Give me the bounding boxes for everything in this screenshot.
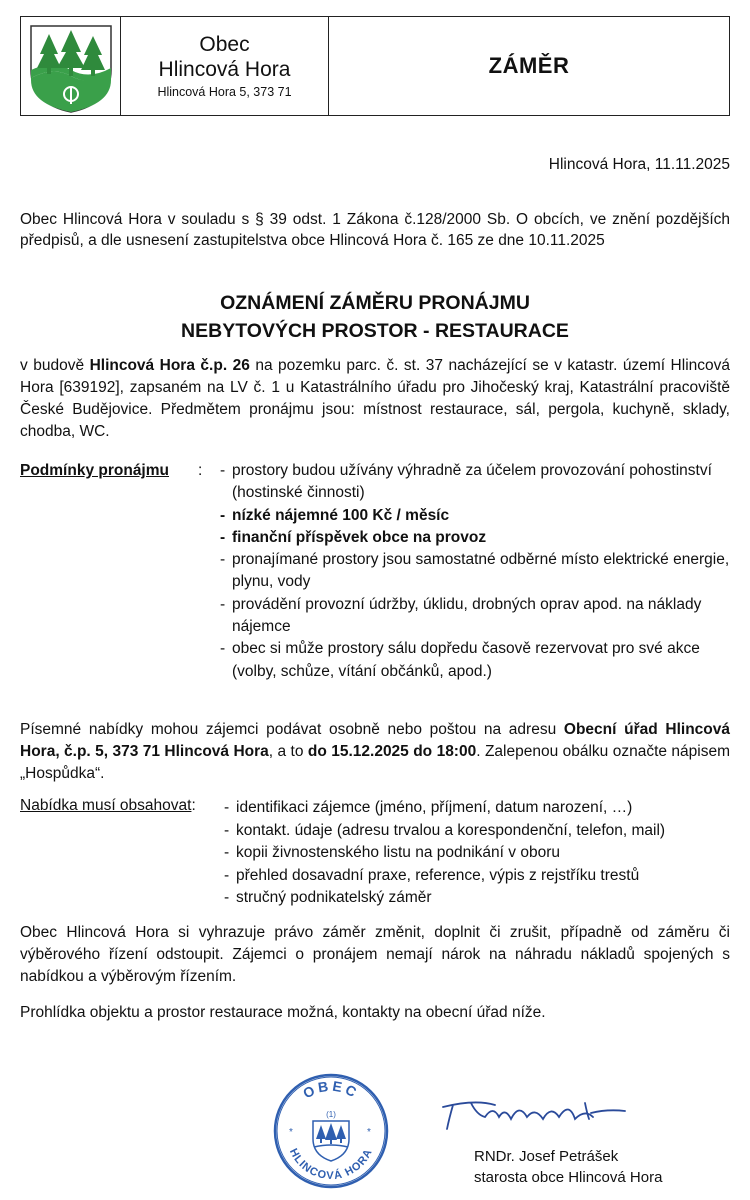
announcement-heading xyxy=(20,289,730,345)
list-item: - nízké nájemné 100 Kč / měsíc xyxy=(220,506,450,524)
svg-text:*: * xyxy=(289,1127,293,1138)
list-item: - provádění provozní údržby, úklidu, drobných oprav apod. na náklady nájemce xyxy=(220,595,702,636)
municipality-cell xyxy=(121,17,329,115)
seal-top-text: OBEC xyxy=(300,1077,362,1102)
document-date: Hlincová Hora, 11.11.2025 xyxy=(548,156,730,173)
list-item: - prostory budou užívány výhradně za účelem provozování pohostinství (hostinské činnosti) xyxy=(220,462,712,502)
heading-line1: OZNÁMENÍ ZÁMĚRU PRONÁJMU xyxy=(220,292,530,314)
para1-prefix: v budově xyxy=(20,357,90,374)
heading-line2: NEBYTOVÝCH PROSTOR - RESTAURACE xyxy=(181,320,569,342)
list-item: - kontakt. údaje (adresu trvalou a korespondenční, telefon, mail) xyxy=(224,821,666,839)
list-item: - stručný podnikatelský záměr xyxy=(224,889,432,906)
coat-of-arms-icon xyxy=(23,18,119,114)
list-item: - finanční příspěvek obce na provoz xyxy=(220,528,487,546)
doc-type-cell xyxy=(329,17,729,115)
seal-number: (1) xyxy=(326,1110,336,1119)
para1-rest: na pozemku parc. č. st. 37 nacházející se v katastr. území Hlincová Hora [639192], zapsaném na LV č. 1 u Katastrálního úřadu pro Jihočeský kraj, Katastrální pracoviště České Budějovice. Předmětem pronájmu jsou: místnost restaurace, sál, pergola, kuchyně, sklady, chodba, WC. xyxy=(20,357,730,440)
intro-paragraph: Obec Hlincová Hora v souladu s § 39 odst. 1 Zákona č.128/2000 Sb. O obcích, ve znění pozdějších předpisů, a dle usnesení zastupitelstva obce Hlincová Hora č. 165 ze dne 10.11.2025 xyxy=(20,211,730,249)
signatory-name: RNDr. Josef Petrášek xyxy=(474,1148,619,1165)
offer-label: Nabídka musí obsahovat: xyxy=(20,797,196,814)
list-item: - pronajímané prostory jsou samostatné odběrné místo elektrické energie, plynu, vody xyxy=(220,551,730,591)
submission-deadline: do 15.12.2025 do 18:00 xyxy=(307,743,477,760)
list-item: - kopii živnostenského listu na podnikání v oboru xyxy=(224,844,560,861)
building-paragraph xyxy=(20,355,730,443)
reservation-paragraph: Obec Hlincová Hora si vyhrazuje právo záměr změnit, doplnit či zrušit, případně od záměru či výběrového řízení odstoupit. Zájemci o pronájem nemají nárok na náhradu nákladů spojených s nabídkou a výběrovým řízením. xyxy=(20,924,730,985)
viewing-paragraph: Prohlídka objektu a prostor restaurace možná, kontakty na obecní úřad níže. xyxy=(20,1004,546,1021)
doc-type-title: ZÁMĚR xyxy=(488,53,570,78)
conditions-label: Podmínky pronájmu xyxy=(20,462,169,479)
signatory xyxy=(474,1146,662,1188)
conditions-colon: : xyxy=(198,462,203,479)
list-item: - identifikaci zájemce (jméno, příjmení, datum narození, …) xyxy=(224,799,633,816)
coat-of-arms-cell xyxy=(21,17,121,115)
offer-requirements-list xyxy=(224,797,730,910)
municipality-name-line1: Obec xyxy=(199,33,250,56)
letterhead xyxy=(20,16,730,116)
signatory-role: starosta obce Hlincová Hora xyxy=(474,1169,663,1186)
building-address: Hlincová Hora č.p. 26 xyxy=(89,357,250,374)
conditions-list xyxy=(220,460,730,683)
handwritten-signature xyxy=(435,1095,635,1135)
submission-paragraph: Písemné nabídky mohou zájemci podávat osobně nebo poštou na adresu Obecní úřad Hlincová Hora, č.p. 5, 373 71 Hlincová Hora, a to do 15.12.2025 do 18:00. Zalepenou obálku označte nápisem „Hospůdka“. xyxy=(20,721,730,782)
submission-address: Obecní úřad Hlincová Hora, č.p. 5, 373 71 Hlincová Hora xyxy=(20,721,730,760)
municipal-seal-icon xyxy=(273,1073,389,1189)
seal-bottom-text: HLINCOVÁ HORA xyxy=(286,1146,376,1183)
municipality-address: Hlincová Hora 5, 373 71 xyxy=(157,85,292,99)
list-item: - přehled dosavadní praxe, reference, výpis z rejstříku trestů xyxy=(224,866,640,884)
svg-text:*: * xyxy=(367,1127,371,1138)
list-item: - obec si může prostory sálu dopředu časově rezervovat pro své akce (volby, schůze, vítání občánků, apod.) xyxy=(220,640,700,680)
municipality-name-line2: Hlincová Hora xyxy=(158,58,291,81)
